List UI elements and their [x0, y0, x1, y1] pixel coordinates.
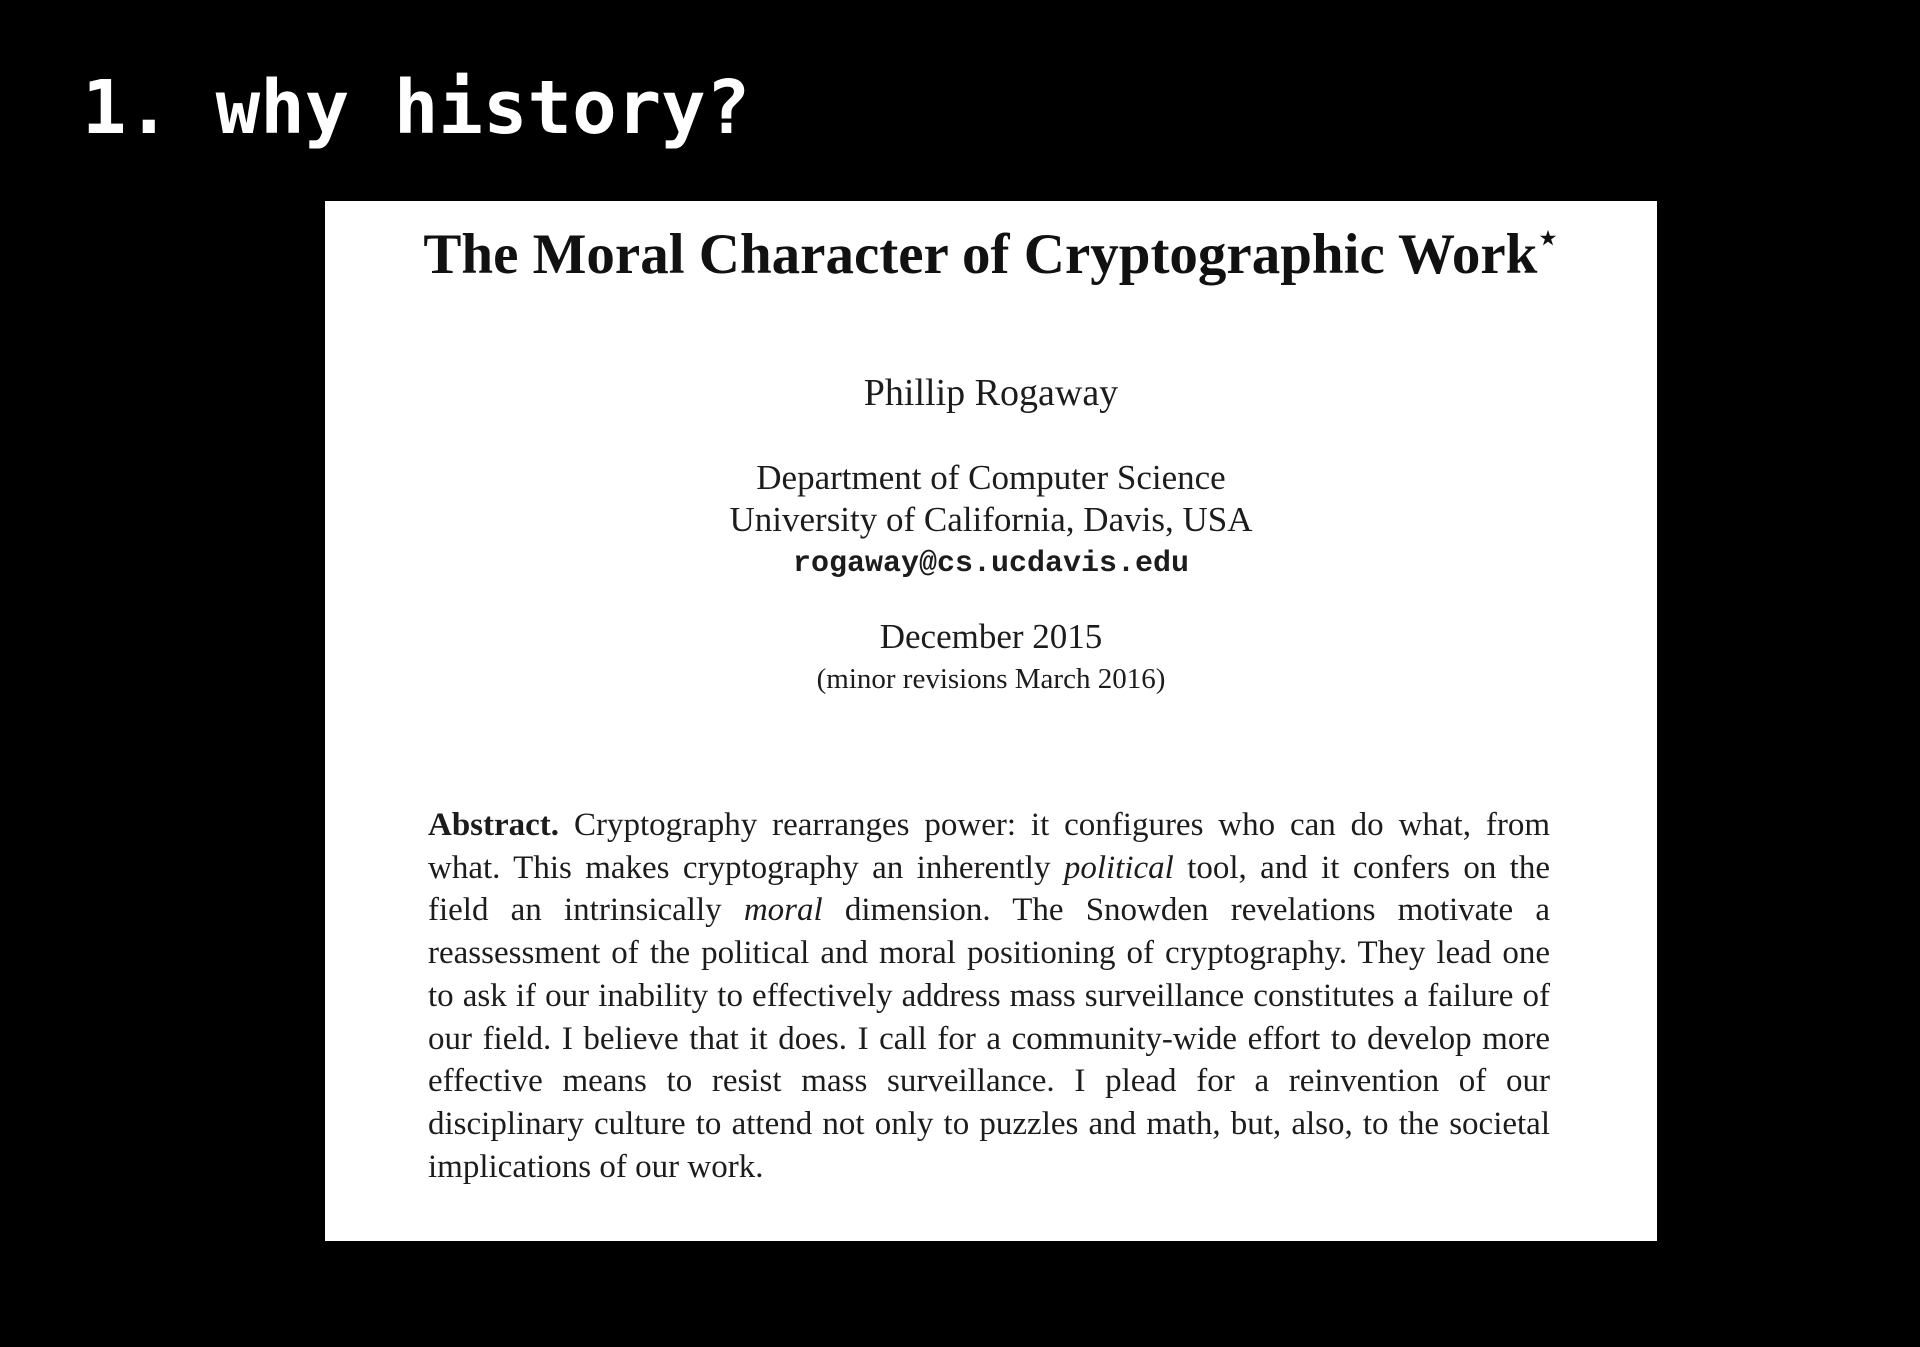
abstract-text-part-3: dimension. The Snowden revelations motivate a reassessment of the political and moral positioning of cryptography. They lead one to ask if our inability to effectively address mass surveillance constitutes a failure of our field. I believe that it does. I call for a community-wide effort to develop more effective means to resist mass surveillance. I plead for a reinvention of our disciplinary culture to attend not only to puzzles and math, but, also, to the societal implications of our work.	[428, 892, 1550, 1185]
abstract-emphasis-political: political	[1063, 849, 1174, 886]
paper-page	[325, 201, 1657, 1241]
paper-revisions: (minor revisions March 2016)	[816, 663, 1166, 695]
abstract-emphasis-moral: moral	[743, 892, 823, 929]
author-department: Department of Computer Science	[756, 458, 1226, 497]
paper-abstract	[428, 804, 1550, 1188]
title-footnote-mark: ⋆	[1537, 220, 1559, 257]
author-email: rogaway@cs.ucdavis.edu	[792, 547, 1190, 581]
paper-title-text: The Moral Character of Cryptographic Work	[423, 223, 1538, 286]
paper-title	[325, 220, 1657, 287]
paper-date: December 2015	[879, 617, 1103, 656]
abstract-text-part-1: Cryptography rearranges power: it configures who can do what, from what. This makes cryptography an inherently	[428, 807, 1550, 886]
author-university: University of California, Davis, USA	[729, 500, 1253, 539]
slide-title: 1. why history?	[82, 65, 751, 151]
abstract-label: Abstract.	[428, 807, 560, 843]
paper-author: Phillip Rogaway	[863, 372, 1119, 414]
abstract-text-part-2: tool, and it confers on the field an intrinsically	[428, 849, 1550, 929]
